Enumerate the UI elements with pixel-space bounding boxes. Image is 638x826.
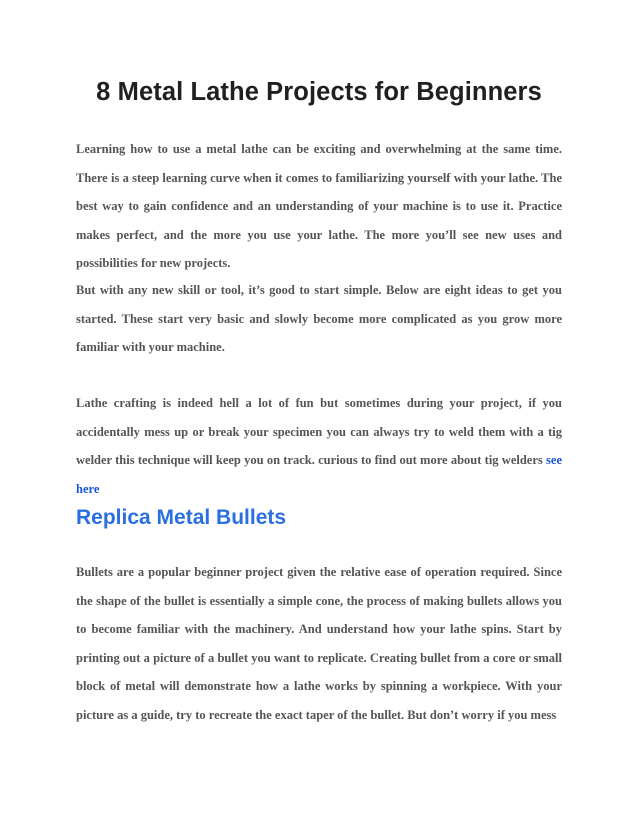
section-heading-replica-metal-bullets: Replica Metal Bullets [76,506,287,529]
intro-paragraph: Learning how to use a metal lathe can be exciting and overwhelming at the same time. There is a steep learning curve when it comes to familiarizing yourself with your lathe. The best way to gain confidence and an understanding of your machine is to use it. Practice makes perfect, and the more you use your lathe. The more you’ll see new uses and possibilities for new projects. [76,142,562,270]
bullets-paragraph: Bullets are a popular beginner project given the relative ease of operation required. Since the shape of the bullet is essentially a simple cone, the process of making bullets allows you to become familiar with the machinery. And understand how your lathe spins. Start by printing out a picture of a bullet you want to replicate. Creating bullet from a core or small block of metal will demonstrate how a lathe works by spinning a workpiece. With your picture as a guide, try to recreate the exact taper of the bullet. But don’t worry if you mess [76,565,562,722]
tig-welder-text: Lathe crafting is indeed hell a lot of fun but sometimes during your project, if you accidentally mess up or break your specimen you can always try to weld them with a tig welder this technique will keep you on track. curious to find out more about tig welders [76,396,562,467]
see-here-link[interactable]: see here [76,453,563,496]
second-paragraph: But with any new skill or tool, it’s good to start simple. Below are eight ideas to get you started. These start very basic and slowly become more complicated as you grow more familiar with your machine. [76,283,562,354]
tig-welder-paragraph [76,389,562,503]
document-title: 8 Metal Lathe Projects for Beginners [96,78,542,106]
